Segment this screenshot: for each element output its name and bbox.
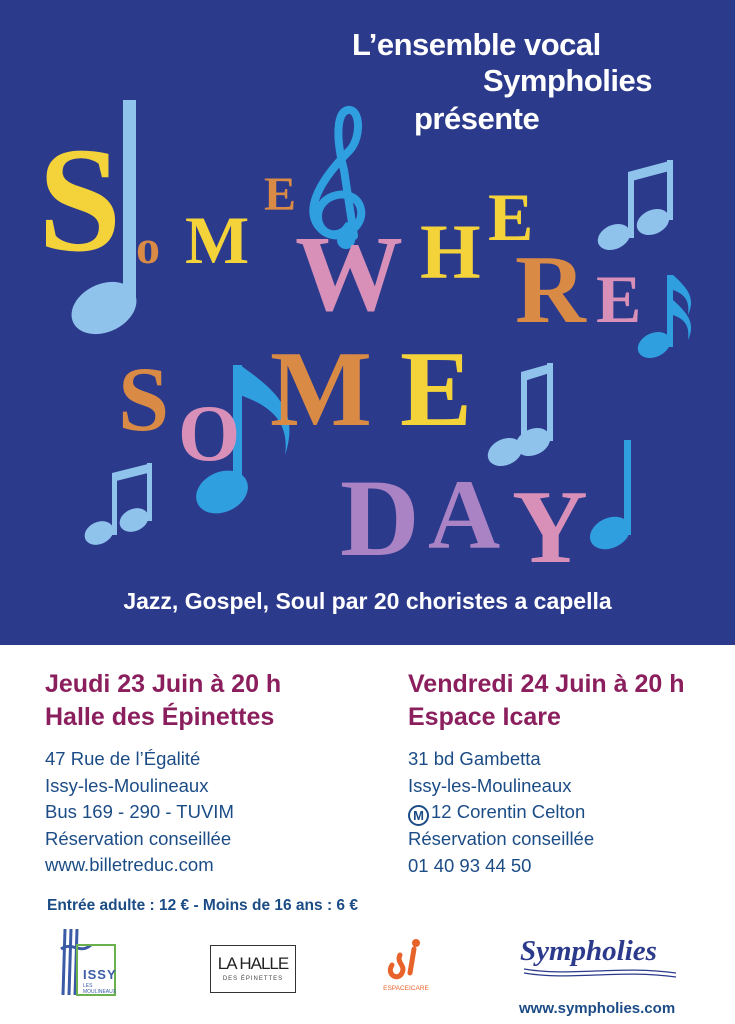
booking-link[interactable]: www.billetreduc.com bbox=[45, 854, 214, 875]
title-letter-e1: E bbox=[264, 168, 297, 221]
blue-quarter-note-icon bbox=[585, 440, 636, 555]
title-letter-e2: E bbox=[488, 179, 534, 255]
event-venue: Halle des Épinettes bbox=[45, 703, 275, 731]
reservation-line: Réservation conseillée bbox=[45, 827, 232, 849]
la-halle-logo-text: LA HALLE bbox=[217, 954, 289, 973]
staff-lines-icon bbox=[520, 965, 680, 979]
sympholies-logo-text: Sympholies bbox=[520, 935, 657, 967]
title-letter-h: H bbox=[420, 208, 481, 295]
la-halle-logo bbox=[210, 945, 296, 993]
reservation-line: Réservation conseillée bbox=[408, 828, 595, 849]
issy-logo-subtext: LES MOULINEAUX bbox=[83, 983, 117, 995]
sympholies-logo bbox=[520, 935, 680, 985]
title-letter-a: A bbox=[428, 459, 501, 570]
transport-line: Bus 169 - 290 - TUVIM bbox=[45, 801, 234, 822]
event-venue: Espace Icare bbox=[408, 703, 561, 731]
espace-icare-logo bbox=[380, 935, 432, 997]
beamed-notes-right-icon bbox=[483, 363, 555, 471]
title-letter-w: W bbox=[295, 215, 403, 334]
event-details bbox=[45, 746, 281, 879]
metro-station: 12 Corentin Celton bbox=[431, 801, 586, 822]
title-letter-y: Y bbox=[512, 468, 588, 585]
intro-line-3: présente bbox=[414, 101, 540, 136]
title-letter-m1: M bbox=[185, 202, 250, 278]
beamed-notes-top-icon bbox=[594, 160, 674, 255]
website-link[interactable]: www.sympholies.com bbox=[519, 1000, 676, 1017]
icare-logo-text: ESPACEICARE bbox=[383, 985, 429, 992]
title-letter-s2: S bbox=[118, 348, 170, 450]
event-column-right bbox=[408, 668, 685, 879]
title-letter-o2: O bbox=[178, 390, 241, 478]
issy-logo-text: ISSY bbox=[83, 967, 117, 982]
tagline: Jazz, Gospel, Soul par 20 choristes a capella bbox=[123, 588, 612, 614]
event-date: Jeudi 23 Juin à 20 h bbox=[45, 670, 282, 698]
title-letter-r: R bbox=[515, 236, 586, 344]
icare-figure-icon bbox=[380, 935, 432, 985]
title-letter-s1: S bbox=[38, 117, 122, 283]
sixteenth-note-icon bbox=[634, 275, 692, 363]
intro-line-1: L’ensemble vocal bbox=[352, 27, 601, 62]
city-line: Issy-les-Moulineaux bbox=[45, 774, 209, 796]
metro-icon: M bbox=[408, 805, 429, 826]
title-letter-m2: M bbox=[270, 330, 372, 449]
address-line: 31 bd Gambetta bbox=[408, 748, 541, 769]
event-column-left bbox=[45, 668, 281, 879]
phone-number[interactable]: 01 40 93 44 50 bbox=[408, 854, 532, 876]
la-halle-logo-subtext: DES ÉPINETTES bbox=[222, 976, 284, 982]
city-line: Issy-les-Moulineaux bbox=[408, 774, 572, 796]
title-letter-d: D bbox=[340, 457, 420, 579]
event-date: Vendredi 24 Juin à 20 h bbox=[408, 670, 685, 698]
title-letter-e4: E bbox=[400, 330, 473, 449]
intro-line-2: Sympholies bbox=[483, 63, 652, 98]
ticket-prices: Entrée adulte : 12 € - Moins de 16 ans : 6 € bbox=[47, 897, 358, 914]
title-letter-e3: E bbox=[596, 261, 642, 337]
event-details bbox=[408, 746, 685, 879]
beamed-notes-left-icon bbox=[81, 463, 152, 549]
issy-logo bbox=[57, 925, 119, 997]
transport-line bbox=[408, 799, 685, 826]
address-line: 47 Rue de l’Égalité bbox=[45, 748, 201, 769]
title-letter-o1: o bbox=[136, 221, 160, 274]
